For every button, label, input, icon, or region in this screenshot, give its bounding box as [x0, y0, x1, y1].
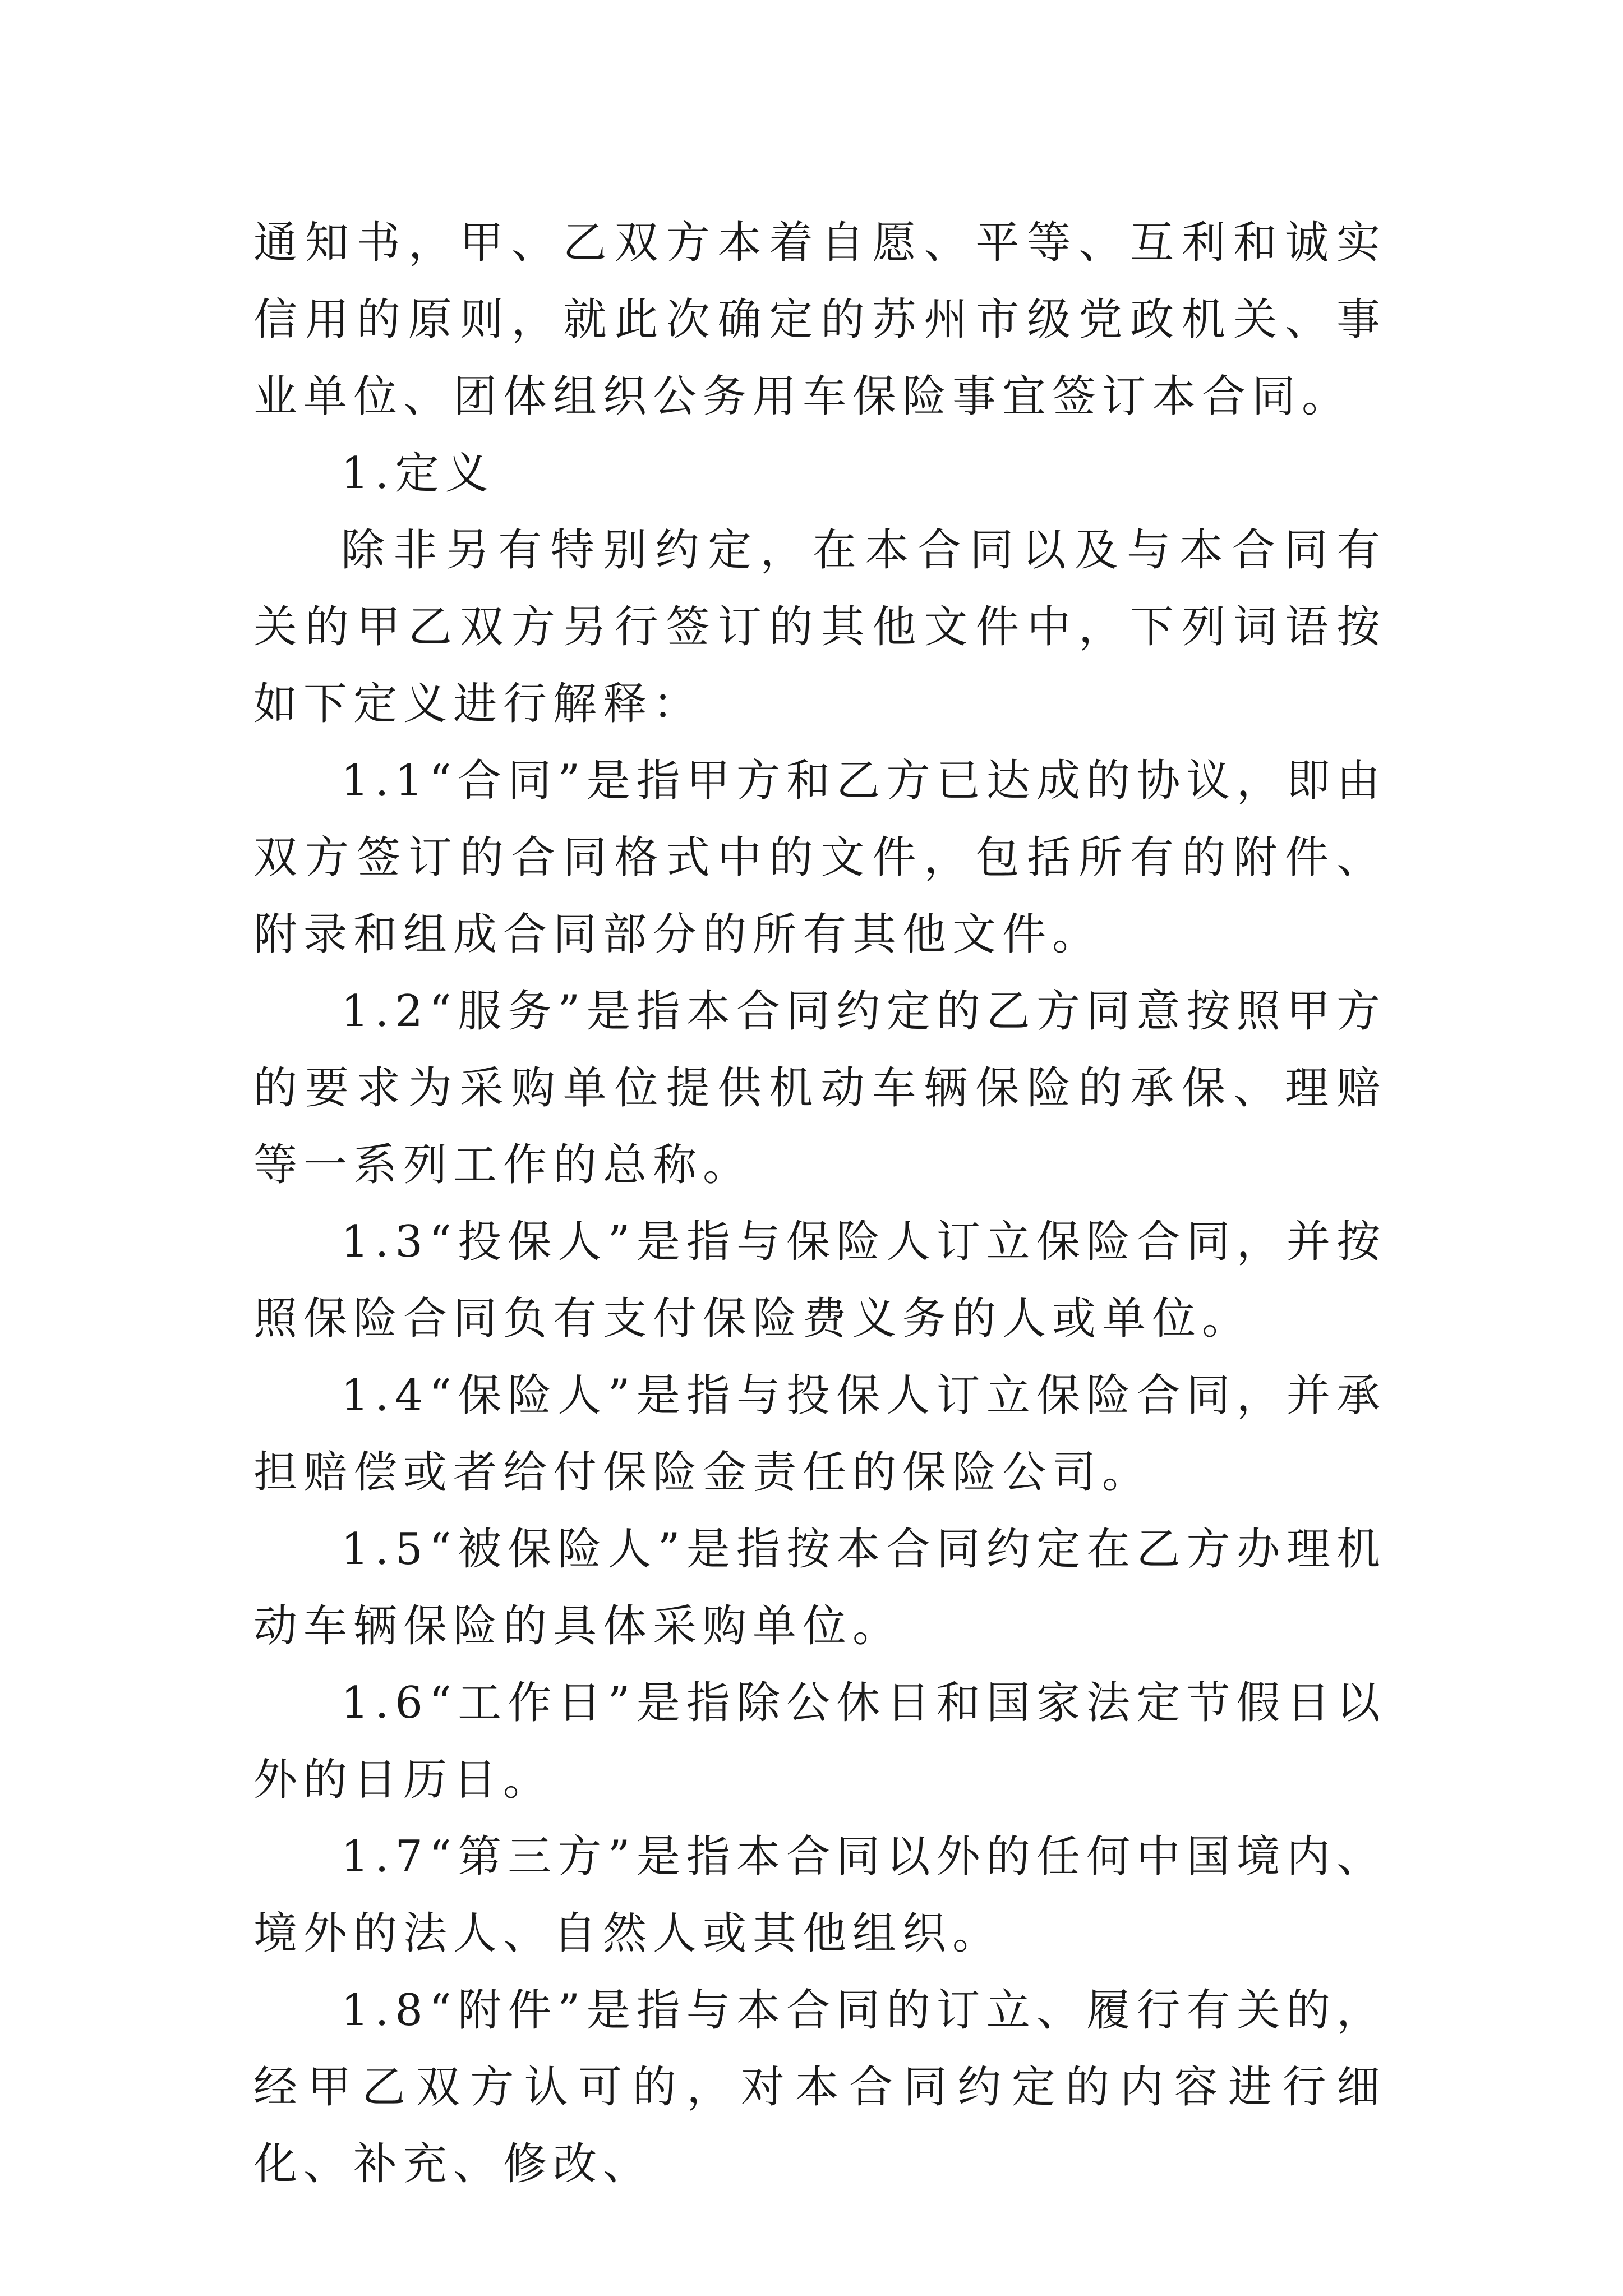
clause-1-5: 1.5“被保险人”是指按本合同约定在乙方办理机动车辆保险的具体采购单位。	[253, 1524, 1386, 1651]
clause-1-1: 1.1“合同”是指甲方和乙方已达成的协议，即由双方签订的合同格式中的文件，包括所有的附件、附录和组成合同部分的所有其他文件。	[253, 756, 1386, 960]
paragraph-definitions-preamble: 除非另有特别约定，在本合同以及与本合同有关的甲乙双方另行签订的其他文件中，下列词语按如下定义进行解释：	[253, 525, 1386, 729]
document-body	[253, 205, 1386, 2203]
clause-1-3: 1.3“投保人”是指与保险人订立保险合同，并按照保险合同负有支付保险费义务的人或单位。	[253, 1217, 1386, 1344]
clause-1-2: 1.2“服务”是指本合同约定的乙方同意按照甲方的要求为采购单位提供机动车辆保险的承保、理赔等一系列工作的总称。	[253, 986, 1386, 1190]
clause-1-4: 1.4“保险人”是指与投保人订立保险合同，并承担赔偿或者给付保险金责任的保险公司。	[253, 1370, 1386, 1498]
clause-1-8: 1.8“附件”是指与本合同的订立、履行有关的，经甲乙双方认可的，对本合同约定的内容进行细化、补充、修改、	[253, 1985, 1386, 2189]
clause-1-7: 1.7“第三方”是指本合同以外的任何中国境内、境外的法人、自然人或其他组织。	[253, 1832, 1386, 1959]
clause-1-6: 1.6“工作日”是指除公休日和国家法定节假日以外的日历日。	[253, 1678, 1386, 1805]
paragraph-intro: 通知书，甲、乙双方本着自愿、平等、互利和诚实信用的原则，就此次确定的苏州市级党政机关、事业单位、团体组织公务用车保险事宜签订本合同。	[253, 218, 1386, 422]
section-heading-definitions: 1.定义	[341, 448, 495, 499]
